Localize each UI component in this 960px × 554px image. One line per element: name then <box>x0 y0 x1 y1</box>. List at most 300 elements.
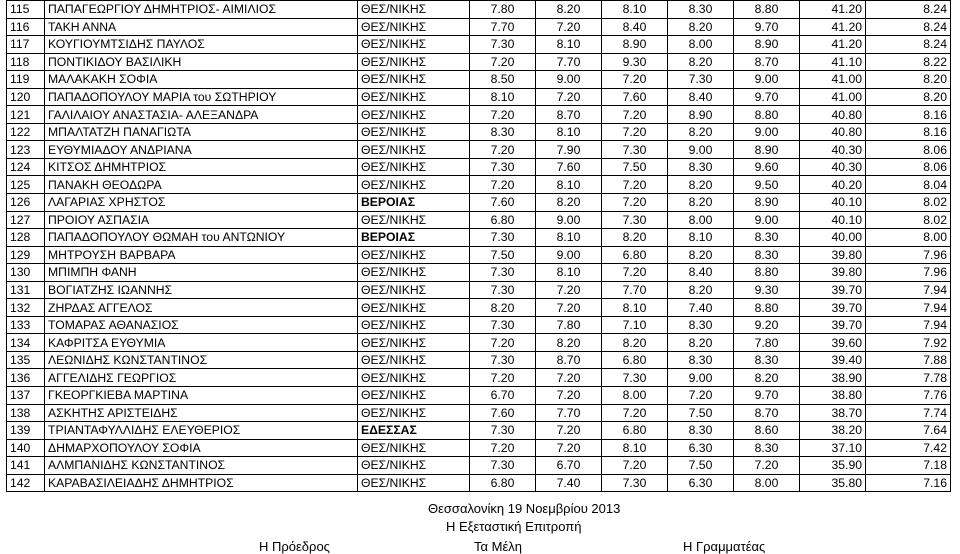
score-2-cell: 7.20 <box>536 439 602 457</box>
score-4-cell: 8.30 <box>668 158 734 176</box>
score-5-cell: 8.30 <box>734 439 800 457</box>
average-score-cell: 7.94 <box>866 316 951 334</box>
score-3-cell: 6.80 <box>602 422 668 440</box>
table-row <box>7 1 951 19</box>
row-number-cell: 119 <box>7 71 45 89</box>
row-number-cell: 116 <box>7 18 45 36</box>
average-score-cell: 8.02 <box>866 211 951 229</box>
score-5-cell: 9.70 <box>734 88 800 106</box>
row-number-cell: 118 <box>7 53 45 71</box>
total-score-cell: 41.20 <box>800 36 866 54</box>
candidate-name-cell: ΚΑΡΑΒΑΣΙΛΕΙΑΔΗΣ ΔΗΜΗΤΡΙΟΣ <box>45 474 358 492</box>
score-4-cell: 8.20 <box>668 53 734 71</box>
score-3-cell: 7.20 <box>602 194 668 212</box>
candidate-name-cell: ΠΑΠΑΔΟΠΟΥΛΟΥ ΜΑΡΙΑ του ΣΩΤΗΡΙΟΥ <box>45 88 358 106</box>
score-5-cell: 8.80 <box>734 106 800 124</box>
score-4-cell: 8.20 <box>668 281 734 299</box>
score-4-cell: 7.50 <box>668 404 734 422</box>
score-5-cell: 9.70 <box>734 18 800 36</box>
score-5-cell: 8.70 <box>734 404 800 422</box>
score-4-cell: 8.10 <box>668 229 734 247</box>
score-1-cell: 8.10 <box>470 88 536 106</box>
row-number-cell: 135 <box>7 351 45 369</box>
city-cell: ΘΕΣ/ΝΙΚΗΣ <box>358 18 470 36</box>
score-1-cell: 7.20 <box>470 176 536 194</box>
average-score-cell: 8.06 <box>866 158 951 176</box>
place-date: Θεσσαλονίκη 19 Νοεμβρίου 2013 <box>428 501 621 516</box>
total-score-cell: 41.20 <box>800 18 866 36</box>
score-5-cell: 9.50 <box>734 176 800 194</box>
total-score-cell: 40.10 <box>800 194 866 212</box>
score-4-cell: 6.30 <box>668 474 734 492</box>
score-2-cell: 8.20 <box>536 334 602 352</box>
score-1-cell: 7.30 <box>470 229 536 247</box>
average-score-cell: 7.42 <box>866 439 951 457</box>
table-row <box>7 229 951 247</box>
score-1-cell: 7.20 <box>470 141 536 159</box>
candidate-name-cell: ΔΗΜΑΡΧΟΠΟΥΛΟΥ ΣΟΦΙΑ <box>45 439 358 457</box>
city-cell: ΘΕΣ/ΝΙΚΗΣ <box>358 264 470 282</box>
score-5-cell: 9.00 <box>734 71 800 89</box>
score-3-cell: 7.50 <box>602 158 668 176</box>
table-row <box>7 351 951 369</box>
candidate-name-cell: ΜΠΙΜΠΗ ΦΑΝΗ <box>45 264 358 282</box>
average-score-cell: 7.94 <box>866 299 951 317</box>
score-2-cell: 8.10 <box>536 176 602 194</box>
city-cell: ΘΕΣ/ΝΙΚΗΣ <box>358 439 470 457</box>
score-2-cell: 8.10 <box>536 229 602 247</box>
score-5-cell: 9.70 <box>734 387 800 405</box>
table-row <box>7 281 951 299</box>
score-5-cell: 8.00 <box>734 474 800 492</box>
score-1-cell: 7.30 <box>470 36 536 54</box>
city-cell: ΘΕΣ/ΝΙΚΗΣ <box>358 457 470 475</box>
score-3-cell: 7.20 <box>602 264 668 282</box>
total-score-cell: 41.00 <box>800 88 866 106</box>
city-cell: ΘΕΣ/ΝΙΚΗΣ <box>358 474 470 492</box>
candidate-name-cell: ΚΑΦΡΙΤΣΑ ΕΥΘΥΜΙΑ <box>45 334 358 352</box>
row-number-cell: 122 <box>7 123 45 141</box>
score-4-cell: 8.20 <box>668 123 734 141</box>
average-score-cell: 7.94 <box>866 281 951 299</box>
row-number-cell: 134 <box>7 334 45 352</box>
score-1-cell: 7.50 <box>470 246 536 264</box>
total-score-cell: 38.20 <box>800 422 866 440</box>
score-1-cell: 7.80 <box>470 1 536 19</box>
score-1-cell: 7.30 <box>470 281 536 299</box>
score-5-cell: 8.70 <box>734 53 800 71</box>
table-row <box>7 369 951 387</box>
row-number-cell: 141 <box>7 457 45 475</box>
score-1-cell: 8.20 <box>470 299 536 317</box>
candidate-name-cell: ΓΑΛΙΛΑΙΟΥ ΑΝΑΣΤΑΣΙΑ- ΑΛΕΞΑΝΔΡΑ <box>45 106 358 124</box>
row-number-cell: 123 <box>7 141 45 159</box>
city-cell: ΘΕΣ/ΝΙΚΗΣ <box>358 334 470 352</box>
average-score-cell: 7.18 <box>866 457 951 475</box>
table-row <box>7 387 951 405</box>
city-cell: ΒΕΡΟΙΑΣ <box>358 229 470 247</box>
average-score-cell: 7.96 <box>866 246 951 264</box>
city-cell: ΘΕΣ/ΝΙΚΗΣ <box>358 123 470 141</box>
score-5-cell: 8.80 <box>734 1 800 19</box>
score-3-cell: 7.60 <box>602 88 668 106</box>
score-3-cell: 8.10 <box>602 299 668 317</box>
score-2-cell: 9.00 <box>536 71 602 89</box>
row-number-cell: 139 <box>7 422 45 440</box>
score-5-cell: 9.20 <box>734 316 800 334</box>
average-score-cell: 8.20 <box>866 88 951 106</box>
row-number-cell: 129 <box>7 246 45 264</box>
table-row <box>7 53 951 71</box>
score-3-cell: 8.20 <box>602 229 668 247</box>
score-3-cell: 7.10 <box>602 316 668 334</box>
average-score-cell: 7.78 <box>866 369 951 387</box>
score-1-cell: 7.30 <box>470 316 536 334</box>
total-score-cell: 39.40 <box>800 351 866 369</box>
score-2-cell: 7.40 <box>536 474 602 492</box>
row-number-cell: 128 <box>7 229 45 247</box>
score-5-cell: 9.00 <box>734 123 800 141</box>
city-cell: ΘΕΣ/ΝΙΚΗΣ <box>358 246 470 264</box>
score-4-cell: 8.20 <box>668 246 734 264</box>
total-score-cell: 40.30 <box>800 141 866 159</box>
chair-signature-label: Η Πρόεδρος <box>259 539 330 554</box>
candidate-name-cell: ΜΗΤΡΟΥΣΗ ΒΑΡΒΑΡΑ <box>45 246 358 264</box>
city-cell: ΘΕΣ/ΝΙΚΗΣ <box>358 158 470 176</box>
score-2-cell: 8.20 <box>536 1 602 19</box>
score-3-cell: 7.20 <box>602 123 668 141</box>
row-number-cell: 127 <box>7 211 45 229</box>
score-4-cell: 8.30 <box>668 316 734 334</box>
total-score-cell: 40.10 <box>800 211 866 229</box>
score-3-cell: 8.00 <box>602 387 668 405</box>
score-4-cell: 8.30 <box>668 1 734 19</box>
average-score-cell: 7.64 <box>866 422 951 440</box>
city-cell: ΘΕΣ/ΝΙΚΗΣ <box>358 299 470 317</box>
total-score-cell: 40.80 <box>800 123 866 141</box>
table-row <box>7 422 951 440</box>
total-score-cell: 38.70 <box>800 404 866 422</box>
score-1-cell: 7.60 <box>470 404 536 422</box>
score-3-cell: 9.30 <box>602 53 668 71</box>
city-cell: ΘΕΣ/ΝΙΚΗΣ <box>358 176 470 194</box>
score-3-cell: 8.90 <box>602 36 668 54</box>
score-4-cell: 8.30 <box>668 422 734 440</box>
table-row <box>7 264 951 282</box>
average-score-cell: 8.16 <box>866 123 951 141</box>
total-score-cell: 35.90 <box>800 457 866 475</box>
score-3-cell: 7.30 <box>602 369 668 387</box>
score-1-cell: 7.70 <box>470 18 536 36</box>
score-4-cell: 9.00 <box>668 369 734 387</box>
table-row <box>7 299 951 317</box>
table-row <box>7 158 951 176</box>
results-table-body <box>7 1 951 492</box>
table-row <box>7 474 951 492</box>
score-2-cell: 7.20 <box>536 281 602 299</box>
score-4-cell: 7.50 <box>668 457 734 475</box>
candidate-name-cell: ΖΗΡΔΑΣ ΑΓΓΕΛΟΣ <box>45 299 358 317</box>
members-signature-label: Τα Μέλη <box>474 539 522 554</box>
average-score-cell: 8.24 <box>866 18 951 36</box>
average-score-cell: 8.20 <box>866 71 951 89</box>
score-5-cell: 8.80 <box>734 299 800 317</box>
score-5-cell: 8.90 <box>734 194 800 212</box>
average-score-cell: 8.24 <box>866 36 951 54</box>
candidate-name-cell: ΕΥΘΥΜΙΑΔΟΥ ΑΝΔΡΙΑΝΑ <box>45 141 358 159</box>
score-1-cell: 7.30 <box>470 422 536 440</box>
score-1-cell: 7.30 <box>470 158 536 176</box>
score-2-cell: 7.60 <box>536 158 602 176</box>
score-5-cell: 8.80 <box>734 264 800 282</box>
score-3-cell: 6.80 <box>602 351 668 369</box>
score-2-cell: 7.80 <box>536 316 602 334</box>
table-row <box>7 88 951 106</box>
score-4-cell: 8.40 <box>668 88 734 106</box>
score-3-cell: 7.20 <box>602 106 668 124</box>
score-2-cell: 7.70 <box>536 53 602 71</box>
score-5-cell: 7.20 <box>734 457 800 475</box>
score-1-cell: 6.80 <box>470 474 536 492</box>
score-3-cell: 7.20 <box>602 404 668 422</box>
city-cell: ΘΕΣ/ΝΙΚΗΣ <box>358 141 470 159</box>
score-1-cell: 6.70 <box>470 387 536 405</box>
score-1-cell: 7.30 <box>470 264 536 282</box>
row-number-cell: 120 <box>7 88 45 106</box>
city-cell: ΘΕΣ/ΝΙΚΗΣ <box>358 106 470 124</box>
secretary-signature-label: Η Γραμματέας <box>683 539 766 554</box>
city-cell: ΘΕΣ/ΝΙΚΗΣ <box>358 404 470 422</box>
average-score-cell: 8.06 <box>866 141 951 159</box>
score-2-cell: 7.90 <box>536 141 602 159</box>
table-row <box>7 404 951 422</box>
table-row <box>7 316 951 334</box>
score-5-cell: 7.80 <box>734 334 800 352</box>
city-cell: ΘΕΣ/ΝΙΚΗΣ <box>358 1 470 19</box>
row-number-cell: 121 <box>7 106 45 124</box>
score-1-cell: 7.60 <box>470 194 536 212</box>
candidate-name-cell: ΚΙΤΣΟΣ ΔΗΜΗΤΡΙΟΣ <box>45 158 358 176</box>
candidate-name-cell: ΛΕΩΝΙΔΗΣ ΚΩΝΣΤΑΝΤΙΝΟΣ <box>45 351 358 369</box>
row-number-cell: 133 <box>7 316 45 334</box>
table-row <box>7 211 951 229</box>
table-row <box>7 457 951 475</box>
candidate-name-cell: ΤΟΜΑΡΑΣ ΑΘΑΝΑΣΙΟΣ <box>45 316 358 334</box>
candidate-name-cell: ΒΟΓΙΑΤΖΗΣ ΙΩΑΝΝΗΣ <box>45 281 358 299</box>
score-2-cell: 9.00 <box>536 211 602 229</box>
score-4-cell: 8.20 <box>668 194 734 212</box>
score-1-cell: 7.20 <box>470 334 536 352</box>
committee-title: Η Εξεταστική Επιτροπή <box>446 519 582 534</box>
score-3-cell: 7.30 <box>602 474 668 492</box>
average-score-cell: 8.04 <box>866 176 951 194</box>
row-number-cell: 125 <box>7 176 45 194</box>
score-1-cell: 7.20 <box>470 106 536 124</box>
total-score-cell: 41.00 <box>800 71 866 89</box>
score-3-cell: 7.20 <box>602 176 668 194</box>
average-score-cell: 7.96 <box>866 264 951 282</box>
total-score-cell: 39.80 <box>800 246 866 264</box>
table-row <box>7 176 951 194</box>
total-score-cell: 39.70 <box>800 299 866 317</box>
average-score-cell: 8.16 <box>866 106 951 124</box>
score-2-cell: 7.20 <box>536 18 602 36</box>
row-number-cell: 142 <box>7 474 45 492</box>
city-cell: ΘΕΣ/ΝΙΚΗΣ <box>358 88 470 106</box>
score-2-cell: 7.20 <box>536 387 602 405</box>
score-5-cell: 9.00 <box>734 211 800 229</box>
score-2-cell: 8.10 <box>536 36 602 54</box>
average-score-cell: 8.22 <box>866 53 951 71</box>
score-4-cell: 9.00 <box>668 141 734 159</box>
score-4-cell: 8.30 <box>668 351 734 369</box>
score-5-cell: 8.30 <box>734 229 800 247</box>
row-number-cell: 136 <box>7 369 45 387</box>
score-5-cell: 8.60 <box>734 422 800 440</box>
candidate-name-cell: ΠΡΟΙΟΥ ΑΣΠΑΣΙΑ <box>45 211 358 229</box>
city-cell: ΘΕΣ/ΝΙΚΗΣ <box>358 316 470 334</box>
table-row <box>7 141 951 159</box>
score-5-cell: 8.90 <box>734 141 800 159</box>
candidate-name-cell: ΚΟΥΓΙΟΥΜΤΣΙΔΗΣ ΠΑΥΛΟΣ <box>45 36 358 54</box>
row-number-cell: 137 <box>7 387 45 405</box>
row-number-cell: 115 <box>7 1 45 19</box>
score-2-cell: 8.70 <box>536 106 602 124</box>
results-table <box>6 0 951 492</box>
total-score-cell: 37.10 <box>800 439 866 457</box>
average-score-cell: 8.00 <box>866 229 951 247</box>
score-4-cell: 7.40 <box>668 299 734 317</box>
row-number-cell: 117 <box>7 36 45 54</box>
city-cell: ΘΕΣ/ΝΙΚΗΣ <box>358 71 470 89</box>
city-cell: ΘΕΣ/ΝΙΚΗΣ <box>358 369 470 387</box>
candidate-name-cell: ΛΑΓΑΡΙΑΣ ΧΡΗΣΤΟΣ <box>45 194 358 212</box>
score-1-cell: 7.20 <box>470 369 536 387</box>
city-cell: ΒΕΡΟΙΑΣ <box>358 194 470 212</box>
candidate-name-cell: ΓΚΕΟΡΓΚΙΕΒΑ ΜΑΡΤΙΝΑ <box>45 387 358 405</box>
total-score-cell: 39.70 <box>800 281 866 299</box>
city-cell: ΘΕΣ/ΝΙΚΗΣ <box>358 211 470 229</box>
city-cell: ΘΕΣ/ΝΙΚΗΣ <box>358 53 470 71</box>
candidate-name-cell: ΑΓΓΕΛΙΔΗΣ ΓΕΩΡΓΙΟΣ <box>45 369 358 387</box>
score-4-cell: 8.20 <box>668 334 734 352</box>
score-4-cell: 8.40 <box>668 264 734 282</box>
candidate-name-cell: ΜΠΑΛΤΑΤΖΗ ΠΑΝΑΓΙΩΤΑ <box>45 123 358 141</box>
score-4-cell: 8.90 <box>668 106 734 124</box>
total-score-cell: 40.80 <box>800 106 866 124</box>
table-row <box>7 18 951 36</box>
score-1-cell: 6.80 <box>470 211 536 229</box>
score-4-cell: 8.20 <box>668 176 734 194</box>
table-row <box>7 36 951 54</box>
average-score-cell: 7.92 <box>866 334 951 352</box>
total-score-cell: 39.60 <box>800 334 866 352</box>
row-number-cell: 126 <box>7 194 45 212</box>
score-1-cell: 8.30 <box>470 123 536 141</box>
row-number-cell: 138 <box>7 404 45 422</box>
score-4-cell: 6.30 <box>668 439 734 457</box>
score-4-cell: 8.00 <box>668 36 734 54</box>
score-4-cell: 8.00 <box>668 211 734 229</box>
table-row <box>7 106 951 124</box>
city-cell: ΘΕΣ/ΝΙΚΗΣ <box>358 387 470 405</box>
score-3-cell: 7.30 <box>602 141 668 159</box>
table-row <box>7 246 951 264</box>
score-2-cell: 8.20 <box>536 194 602 212</box>
score-3-cell: 8.10 <box>602 439 668 457</box>
row-number-cell: 132 <box>7 299 45 317</box>
total-score-cell: 38.80 <box>800 387 866 405</box>
total-score-cell: 38.90 <box>800 369 866 387</box>
city-cell: ΕΔΕΣΣΑΣ <box>358 422 470 440</box>
total-score-cell: 41.10 <box>800 53 866 71</box>
candidate-name-cell: ΤΑΚΗ ΑΝΝΑ <box>45 18 358 36</box>
average-score-cell: 7.76 <box>866 387 951 405</box>
score-2-cell: 7.70 <box>536 404 602 422</box>
table-row <box>7 194 951 212</box>
row-number-cell: 124 <box>7 158 45 176</box>
score-2-cell: 7.20 <box>536 88 602 106</box>
table-row <box>7 334 951 352</box>
score-4-cell: 7.30 <box>668 71 734 89</box>
row-number-cell: 130 <box>7 264 45 282</box>
score-3-cell: 7.70 <box>602 281 668 299</box>
score-2-cell: 9.00 <box>536 246 602 264</box>
average-score-cell: 7.88 <box>866 351 951 369</box>
score-5-cell: 8.30 <box>734 351 800 369</box>
score-2-cell: 7.20 <box>536 299 602 317</box>
score-5-cell: 9.30 <box>734 281 800 299</box>
score-3-cell: 8.40 <box>602 18 668 36</box>
candidate-name-cell: ΑΛΜΠΑΝΙΔΗΣ ΚΩΝΣΤΑΝΤΙΝΟΣ <box>45 457 358 475</box>
score-4-cell: 8.20 <box>668 18 734 36</box>
candidate-name-cell: ΤΡΙΑΝΤΑΦΥΛΛΙΔΗΣ ΕΛΕΥΘΕΡΙΟΣ <box>45 422 358 440</box>
candidate-name-cell: ΑΣΚΗΤΗΣ ΑΡΙΣΤΕΙΔΗΣ <box>45 404 358 422</box>
score-5-cell: 8.20 <box>734 369 800 387</box>
table-row <box>7 123 951 141</box>
average-score-cell: 8.02 <box>866 194 951 212</box>
score-5-cell: 8.30 <box>734 246 800 264</box>
total-score-cell: 41.20 <box>800 1 866 19</box>
score-4-cell: 7.20 <box>668 387 734 405</box>
score-2-cell: 7.20 <box>536 369 602 387</box>
score-2-cell: 8.70 <box>536 351 602 369</box>
score-3-cell: 7.30 <box>602 211 668 229</box>
score-1-cell: 7.20 <box>470 53 536 71</box>
total-score-cell: 39.80 <box>800 264 866 282</box>
score-3-cell: 7.20 <box>602 71 668 89</box>
average-score-cell: 7.16 <box>866 474 951 492</box>
average-score-cell: 8.24 <box>866 1 951 19</box>
score-2-cell: 8.10 <box>536 264 602 282</box>
score-2-cell: 7.20 <box>536 422 602 440</box>
total-score-cell: 35.80 <box>800 474 866 492</box>
score-1-cell: 7.30 <box>470 351 536 369</box>
total-score-cell: 39.70 <box>800 316 866 334</box>
candidate-name-cell: ΠΑΠΑΔΟΠΟΥΛΟΥ ΘΩΜΑΗ του ΑΝΤΩΝΙΟΥ <box>45 229 358 247</box>
score-1-cell: 7.20 <box>470 439 536 457</box>
score-1-cell: 7.30 <box>470 457 536 475</box>
score-3-cell: 6.80 <box>602 246 668 264</box>
table-row <box>7 71 951 89</box>
score-2-cell: 6.70 <box>536 457 602 475</box>
score-3-cell: 8.10 <box>602 1 668 19</box>
score-3-cell: 8.20 <box>602 334 668 352</box>
total-score-cell: 40.30 <box>800 158 866 176</box>
city-cell: ΘΕΣ/ΝΙΚΗΣ <box>358 351 470 369</box>
total-score-cell: 40.20 <box>800 176 866 194</box>
city-cell: ΘΕΣ/ΝΙΚΗΣ <box>358 281 470 299</box>
